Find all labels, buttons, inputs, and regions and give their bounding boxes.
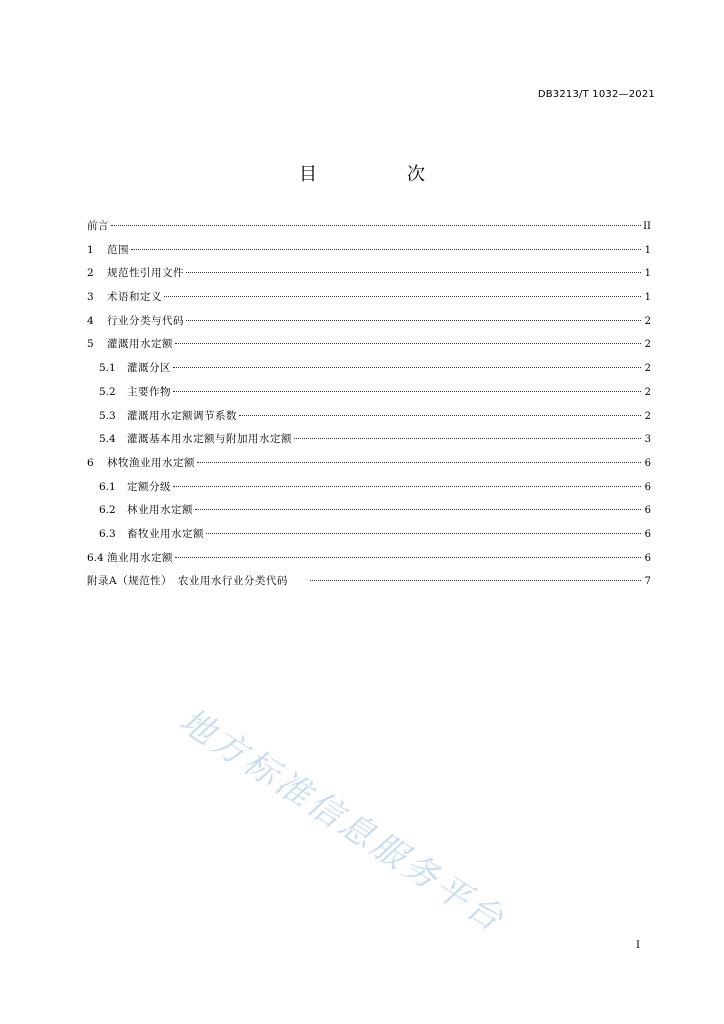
toc-entry-number: 1: [87, 243, 94, 256]
toc-dot-leader: [175, 557, 641, 558]
toc-entry-label: 林业用水定额: [127, 504, 193, 517]
toc-dot-leader: [173, 367, 641, 368]
toc-entry[interactable]: [87, 499, 651, 523]
toc-entry-page: 2: [644, 339, 651, 351]
toc-dot-leader: [239, 415, 641, 416]
table-of-contents: [87, 215, 651, 594]
toc-entry-number: 5.2: [99, 385, 116, 398]
toc-entry[interactable]: [87, 476, 651, 500]
toc-entry-number: 5.4: [99, 433, 116, 446]
toc-entry[interactable]: [87, 523, 651, 547]
toc-entry-page: 6: [644, 457, 651, 469]
toc-dot-leader: [195, 509, 641, 510]
toc-entry-page: 1: [644, 292, 651, 304]
toc-entry-label: 行业分类与代码: [107, 314, 184, 327]
toc-entry-label: 规范性引用文件: [107, 267, 184, 280]
toc-entry-label: 范围: [107, 243, 129, 256]
toc-entry-page: 6: [644, 481, 651, 493]
page-number: I: [636, 940, 640, 951]
toc-entry-label: 前言: [87, 220, 109, 232]
toc-entry[interactable]: [87, 405, 651, 429]
toc-entry-number: 2: [87, 267, 94, 280]
toc-dot-leader: [164, 296, 641, 297]
toc-entry-page: 1: [644, 244, 651, 256]
toc-entry[interactable]: [87, 547, 651, 571]
toc-entry[interactable]: [87, 428, 651, 452]
toc-entry-label: 术语和定义: [107, 291, 162, 304]
toc-entry[interactable]: [87, 215, 651, 239]
toc-entry-label: 附录A（规范性） 农业用水行业分类代码: [87, 575, 288, 588]
toc-entry-page: 2: [644, 315, 651, 327]
toc-dot-leader: [111, 225, 641, 226]
toc-dot-leader: [131, 249, 641, 250]
toc-entry[interactable]: [87, 452, 651, 476]
toc-entry-label: 灌溉用水定额调节系数: [127, 409, 237, 422]
toc-entry-label: 定额分级: [127, 480, 171, 493]
toc-entry[interactable]: [87, 262, 651, 286]
toc-title: 目 次: [299, 164, 461, 185]
toc-entry-number: 6.2: [99, 504, 116, 517]
toc-entry-page: II: [643, 221, 651, 232]
watermark: 地方标准信息服务平台: [172, 700, 513, 942]
toc-entry-label: 灌溉分区: [127, 362, 171, 375]
toc-entry-page: 7: [644, 576, 651, 588]
toc-entry-page: 3: [644, 434, 651, 446]
toc-entry-number: 6.1: [99, 480, 116, 493]
toc-dot-leader: [173, 486, 641, 487]
toc-dot-leader: [175, 343, 641, 344]
toc-entry-page: 6: [644, 505, 651, 517]
toc-entry-page: 2: [644, 363, 651, 375]
toc-dot-leader: [186, 272, 641, 273]
toc-entry-page: 1: [644, 268, 651, 280]
toc-entry[interactable]: [87, 333, 651, 357]
toc-entry[interactable]: [87, 381, 651, 405]
toc-entry-number: 4: [87, 314, 94, 327]
toc-dot-leader: [206, 533, 641, 534]
toc-entry-label: 灌溉基本用水定额与附加用水定额: [127, 433, 292, 446]
toc-entry-page: 2: [644, 410, 651, 422]
toc-entry[interactable]: [87, 357, 651, 381]
toc-entry[interactable]: [87, 239, 651, 263]
toc-dot-leader: [186, 320, 641, 321]
toc-entry[interactable]: [87, 570, 651, 594]
toc-dot-leader: [173, 391, 641, 392]
toc-entry-number: 5: [87, 338, 94, 351]
toc-entry-number: 6: [87, 456, 94, 469]
toc-entry[interactable]: [87, 310, 651, 334]
toc-entry-page: 6: [644, 552, 651, 564]
toc-entry-label: 主要作物: [127, 385, 171, 398]
toc-dot-leader: [197, 462, 641, 463]
toc-entry-page: 6: [644, 528, 651, 540]
toc-entry-label: 畜牧业用水定额: [127, 527, 204, 540]
toc-dot-leader: [294, 438, 641, 439]
toc-entry-number: 5.3: [99, 409, 116, 422]
toc-entry-number: 6.3: [99, 527, 116, 540]
toc-entry[interactable]: [87, 286, 651, 310]
toc-entry-label: 林牧渔业用水定额: [107, 456, 195, 469]
toc-entry-number: 5.1: [99, 362, 116, 375]
toc-entry-number: 6.4: [87, 551, 104, 564]
toc-dot-leader: [310, 580, 641, 581]
toc-entry-number: 3: [87, 291, 94, 304]
document-code: DB3213/T 1032—2021: [537, 89, 655, 100]
toc-entry-label: 灌溉用水定额: [107, 338, 173, 351]
toc-entry-page: 2: [644, 386, 651, 398]
toc-entry-label: 渔业用水定额: [107, 551, 173, 564]
